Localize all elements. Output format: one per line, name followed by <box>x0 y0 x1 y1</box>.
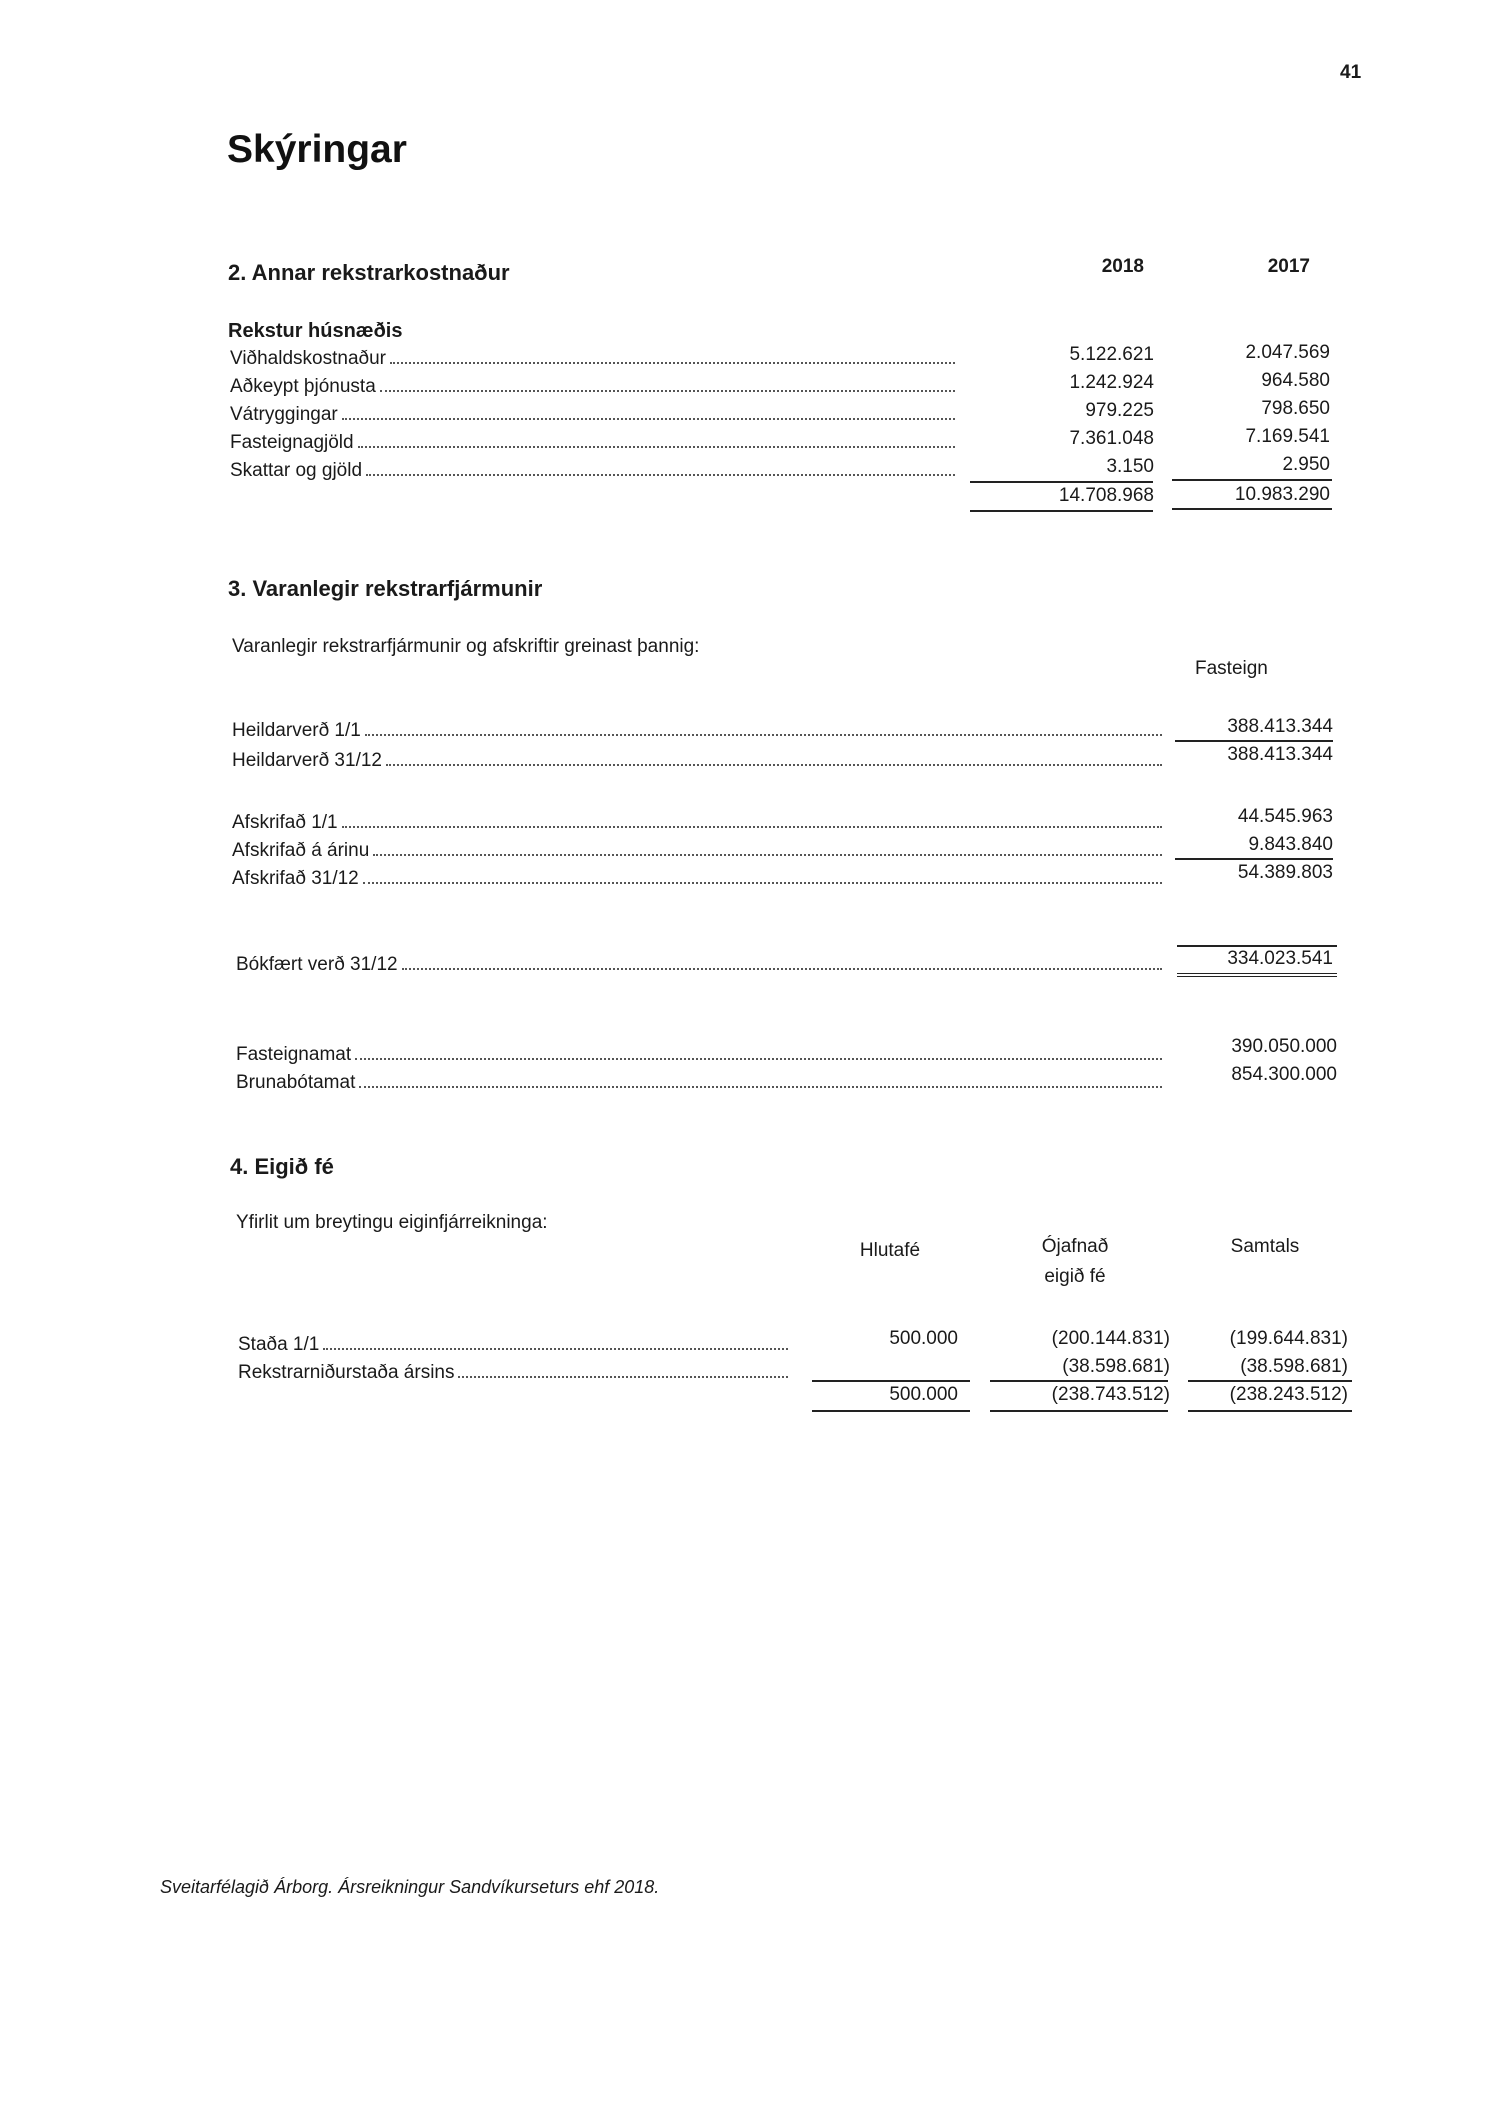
column-retained-earnings: Ójafnað <box>1041 1236 1109 1257</box>
asset-row-label: Heildarverð 1/1 <box>232 720 1162 742</box>
equity-grand-total: (238.243.512) <box>1229 1384 1348 1405</box>
subtotal-rule <box>1172 479 1332 481</box>
equity-total-value: (199.644.831) <box>1229 1328 1348 1349</box>
equity-total-value: (38.598.681) <box>1240 1356 1348 1377</box>
expense-2017-total: 10.983.290 <box>1234 484 1330 505</box>
valuation-row-label: Fasteignamat <box>236 1044 1162 1066</box>
section-3-intro: Varanlegir rekstrarfjármunir og afskriftir greinast þannig: <box>232 636 700 657</box>
book-value-double-rule <box>1177 973 1337 977</box>
expense-2018-value: 5.122.621 <box>1069 344 1154 365</box>
equity-subtotal-rule <box>1188 1380 1352 1382</box>
expense-2017-value: 964.580 <box>1261 370 1330 391</box>
equity-subtotal-rule <box>990 1380 1168 1382</box>
asset-row-label: Heildarverð 31/12 <box>232 750 1162 772</box>
depreciation-row-label: Afskrifað 1/1 <box>232 812 1162 834</box>
valuation-value: 390.050.000 <box>1231 1036 1337 1057</box>
expense-2018-value: 979.225 <box>1085 400 1154 421</box>
valuation-row-label: Brunabótamat <box>236 1072 1162 1094</box>
depreciation-rule <box>1175 858 1333 860</box>
page-title: Skýringar <box>227 128 407 171</box>
subtotal-rule <box>970 481 1153 483</box>
equity-retained-value: (38.598.681) <box>1062 1356 1170 1377</box>
expense-row-label: Fasteignagjöld <box>230 432 955 454</box>
page-number: 41 <box>1340 62 1362 83</box>
asset-value: 388.413.344 <box>1227 716 1333 737</box>
book-value-label: Bókfært verð 31/12 <box>236 954 1162 976</box>
equity-total-rule <box>1188 1410 1352 1412</box>
expense-2018-value: 7.361.048 <box>1069 428 1154 449</box>
expense-2018-total: 14.708.968 <box>1058 485 1154 506</box>
group-title: Rekstur húsnæðis <box>228 320 403 342</box>
section-4-heading: 4. Eigið fé <box>230 1154 334 1179</box>
column-share-capital: Hlutafé <box>859 1240 921 1261</box>
expense-2017-value: 2.047.569 <box>1245 342 1330 363</box>
section-3-heading: 3. Varanlegir rekstrarfjármunir <box>228 576 543 601</box>
equity-row-label: Staða 1/1 <box>238 1334 788 1356</box>
expense-2018-value: 3.150 <box>1106 456 1154 477</box>
equity-share-total: 500.000 <box>889 1384 958 1405</box>
section-4-intro: Yfirlit um breytingu eiginfjárreikninga: <box>236 1212 548 1233</box>
column-retained-earnings-2: eigið fé <box>1044 1266 1106 1287</box>
equity-retained-value: (200.144.831) <box>1051 1328 1170 1349</box>
asset-value: 388.413.344 <box>1227 744 1333 765</box>
expense-2017-value: 798.650 <box>1261 398 1330 419</box>
expense-2017-value: 2.950 <box>1282 454 1330 475</box>
total-rule <box>1172 508 1332 510</box>
valuation-value: 854.300.000 <box>1231 1064 1337 1085</box>
equity-total-rule <box>812 1410 970 1412</box>
depreciation-value: 9.843.840 <box>1248 834 1333 855</box>
depreciation-row-label: Afskrifað 31/12 <box>232 868 1162 890</box>
expense-2018-value: 1.242.924 <box>1069 372 1154 393</box>
expense-row-label: Aðkeypt þjónusta <box>230 376 955 398</box>
depreciation-value: 54.389.803 <box>1237 862 1333 883</box>
equity-share-value: 500.000 <box>889 1328 958 1349</box>
equity-row-label: Rekstrarniðurstaða ársins <box>238 1362 788 1384</box>
depreciation-row-label: Afskrifað á árinu <box>232 840 1162 862</box>
expense-row-label: Vátryggingar <box>230 404 955 426</box>
expense-2017-value: 7.169.541 <box>1245 426 1330 447</box>
depreciation-value: 44.545.963 <box>1237 806 1333 827</box>
book-value-value: 334.023.541 <box>1227 948 1333 969</box>
year-2018-header: 2018 <box>1101 256 1144 277</box>
section-2-heading: 2. Annar rekstrarkostnaður <box>228 260 510 285</box>
equity-retained-total: (238.743.512) <box>1051 1384 1170 1405</box>
column-total: Samtals <box>1230 1236 1300 1257</box>
expense-row-label: Viðhaldskostnaður <box>230 348 955 370</box>
column-label-fasteign: Fasteign <box>1195 658 1268 679</box>
equity-subtotal-rule <box>812 1380 970 1382</box>
year-2017-header: 2017 <box>1267 256 1310 277</box>
asset-rule <box>1175 740 1333 742</box>
footer-note: Sveitarfélagið Árborg. Ársreikningur Sandvíkurseturs ehf 2018. <box>160 1877 660 1897</box>
book-value-rule <box>1177 945 1337 947</box>
equity-total-rule <box>990 1410 1168 1412</box>
total-rule <box>970 510 1153 512</box>
expense-row-label: Skattar og gjöld <box>230 460 955 482</box>
